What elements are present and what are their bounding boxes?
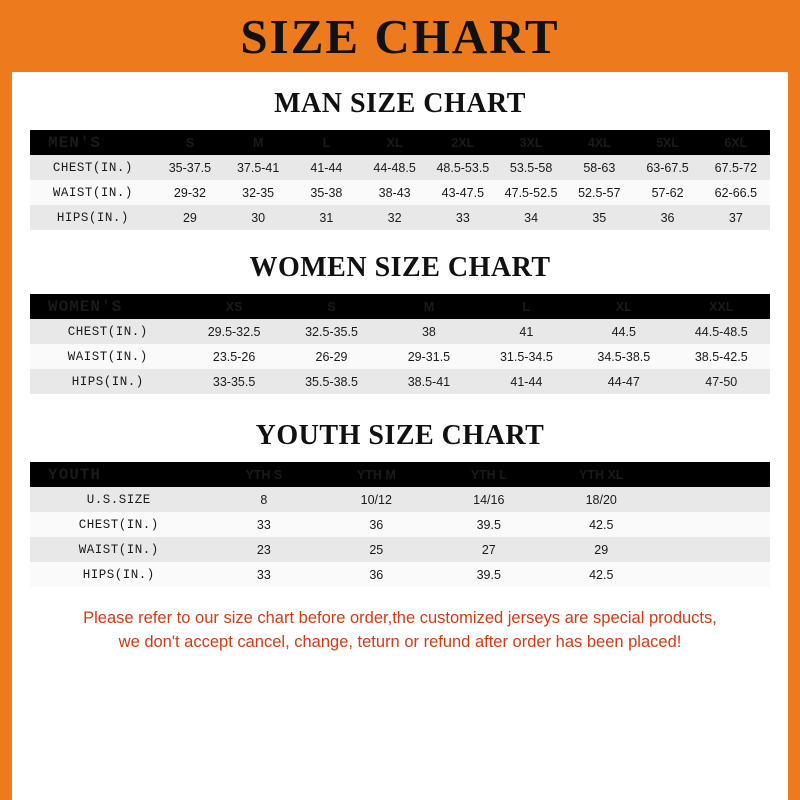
table-header-row [30, 130, 770, 155]
men-col-4xl: 4XL [587, 135, 611, 150]
men-col-s: S [185, 135, 195, 150]
table-cell: 44.5-48.5 [694, 324, 748, 339]
men-row-label-hips: HIPS(IN.) [56, 210, 129, 225]
men-size-table [30, 130, 770, 230]
table-cell [657, 562, 770, 587]
table-cell: 32-35 [242, 185, 275, 200]
youth-size-table [30, 462, 770, 587]
table-cell: 33 [256, 517, 271, 532]
women-col-s: S [327, 299, 336, 314]
table-cell: 29 [182, 210, 197, 225]
table-cell: 33 [455, 210, 470, 225]
men-col-5xl: 5XL [656, 135, 680, 150]
men-row-label-waist: WAIST(IN.) [52, 185, 133, 200]
men-col-xl: XL [386, 135, 403, 150]
youth-row-label-hips: HIPS(IN.) [82, 567, 155, 582]
men-col-2xl: 2XL [451, 135, 475, 150]
table-row [30, 562, 770, 587]
youth-section-title: YOUTH SIZE CHART [255, 420, 545, 451]
women-row-label-hips: HIPS(IN.) [71, 374, 144, 389]
table-cell: 44-47 [607, 374, 640, 389]
table-cell: 37 [728, 210, 743, 225]
youth-col-s: YTH S [245, 467, 283, 482]
table-cell: 48.5-53.5 [436, 160, 490, 175]
table-row [30, 369, 770, 394]
table-cell: 23 [256, 542, 271, 557]
youth-row-label-ussize: U.S.SIZE [86, 492, 151, 507]
table-row [30, 487, 770, 512]
table-cell: 32 [387, 210, 402, 225]
page-title: SIZE CHART [240, 8, 560, 64]
men-col-3xl: 3XL [519, 135, 543, 150]
women-col-xl: XL [615, 299, 632, 314]
table-cell: 57-62 [651, 185, 684, 200]
table-cell: 63-67.5 [646, 160, 689, 175]
header-banner [0, 0, 800, 72]
youth-col-xl: YTH XL [579, 467, 624, 482]
table-cell: 31.5-34.5 [499, 349, 553, 364]
men-col-m: M [252, 135, 264, 150]
table-cell: 58-63 [583, 160, 616, 175]
table-cell: 33-35.5 [212, 374, 256, 389]
table-cell: 35-38 [310, 185, 343, 200]
men-col-6xl: 6XL [724, 135, 748, 150]
table-cell: 47.5-52.5 [504, 185, 558, 200]
table-cell: 26-29 [315, 349, 348, 364]
men-table-corner-label: MEN'S [48, 133, 102, 152]
footer-line-1: Please refer to our size chart before order,the customized jerseys are special products, [83, 609, 717, 627]
table-cell: 34.5-38.5 [597, 349, 651, 364]
table-cell: 52.5-57 [578, 185, 621, 200]
table-cell: 36 [369, 567, 384, 582]
table-cell: 30 [251, 210, 266, 225]
women-row-label-waist: WAIST(IN.) [67, 349, 148, 364]
table-row [30, 512, 770, 537]
men-row-label-chest: CHEST(IN.) [52, 160, 133, 175]
table-cell: 42.5 [589, 567, 614, 582]
table-header-row [30, 294, 770, 319]
women-table-corner-label: WOMEN'S [48, 297, 123, 316]
women-col-xxl: XXL [709, 299, 734, 314]
table-row [30, 155, 770, 180]
table-cell: 10/12 [360, 492, 392, 507]
table-cell: 36 [660, 210, 675, 225]
table-row [30, 319, 770, 344]
table-cell: 62-66.5 [714, 185, 758, 200]
table-cell: 39.5 [476, 517, 501, 532]
table-cell: 18/20 [585, 492, 617, 507]
man-section-title: MAN SIZE CHART [274, 88, 526, 119]
women-col-m: M [423, 299, 435, 314]
youth-col-empty [657, 462, 770, 487]
table-row [30, 205, 770, 230]
women-col-l: L [522, 299, 531, 314]
table-cell: 29-31.5 [407, 349, 451, 364]
table-cell: 38 [421, 324, 436, 339]
table-cell: 39.5 [476, 567, 501, 582]
footer-line-2: we don't accept cancel, change, teturn or refund after order has been placed! [118, 632, 682, 651]
women-row-label-chest: CHEST(IN.) [67, 324, 148, 339]
table-cell: 8 [260, 492, 268, 507]
table-cell: 35.5-38.5 [305, 374, 358, 389]
table-cell: 47-50 [705, 374, 738, 389]
table-header-row [30, 462, 770, 487]
table-cell: 32.5-35.5 [305, 324, 358, 339]
women-size-table [30, 294, 770, 394]
women-section-title: WOMEN SIZE CHART [249, 252, 551, 283]
table-cell: 36 [369, 517, 384, 532]
table-cell: 29.5-32.5 [207, 324, 261, 339]
table-cell: 44.5 [611, 324, 636, 339]
table-cell [657, 512, 770, 537]
youth-table-corner-label: YOUTH [48, 465, 102, 484]
table-cell [657, 537, 770, 562]
table-cell: 35-37.5 [168, 160, 212, 175]
women-col-xs: XS [225, 299, 243, 314]
table-cell: 41-44 [510, 374, 543, 389]
table-cell: 35 [592, 210, 607, 225]
table-cell: 14/16 [473, 492, 505, 507]
table-cell: 25 [369, 542, 384, 557]
table-cell: 38.5-42.5 [694, 349, 748, 364]
table-cell: 41-44 [310, 160, 343, 175]
table-cell: 31 [319, 210, 334, 225]
table-cell: 29-32 [173, 185, 206, 200]
table-cell: 41 [519, 324, 534, 339]
table-cell: 34 [524, 210, 539, 225]
men-col-l: L [322, 135, 331, 150]
table-row [30, 180, 770, 205]
table-cell: 38.5-41 [407, 374, 451, 389]
youth-col-m: YTH M [356, 467, 396, 482]
table-cell [657, 487, 770, 512]
youth-row-label-waist: WAIST(IN.) [78, 542, 159, 557]
table-cell: 23.5-26 [212, 349, 256, 364]
table-cell: 33 [256, 567, 271, 582]
table-cell: 29 [594, 542, 609, 557]
table-cell: 67.5-72 [714, 160, 758, 175]
chart-content [12, 72, 788, 800]
table-cell: 53.5-58 [509, 160, 553, 175]
youth-col-l: YTH L [470, 467, 507, 482]
table-cell: 27 [481, 542, 496, 557]
youth-row-label-chest: CHEST(IN.) [78, 517, 159, 532]
table-cell: 43-47.5 [441, 185, 485, 200]
footer-disclaimer [30, 607, 770, 655]
table-cell: 37.5-41 [236, 160, 280, 175]
table-cell: 44-48.5 [373, 160, 416, 175]
table-cell: 42.5 [589, 517, 614, 532]
table-row [30, 344, 770, 369]
table-cell: 38-43 [378, 185, 411, 200]
table-row [30, 537, 770, 562]
